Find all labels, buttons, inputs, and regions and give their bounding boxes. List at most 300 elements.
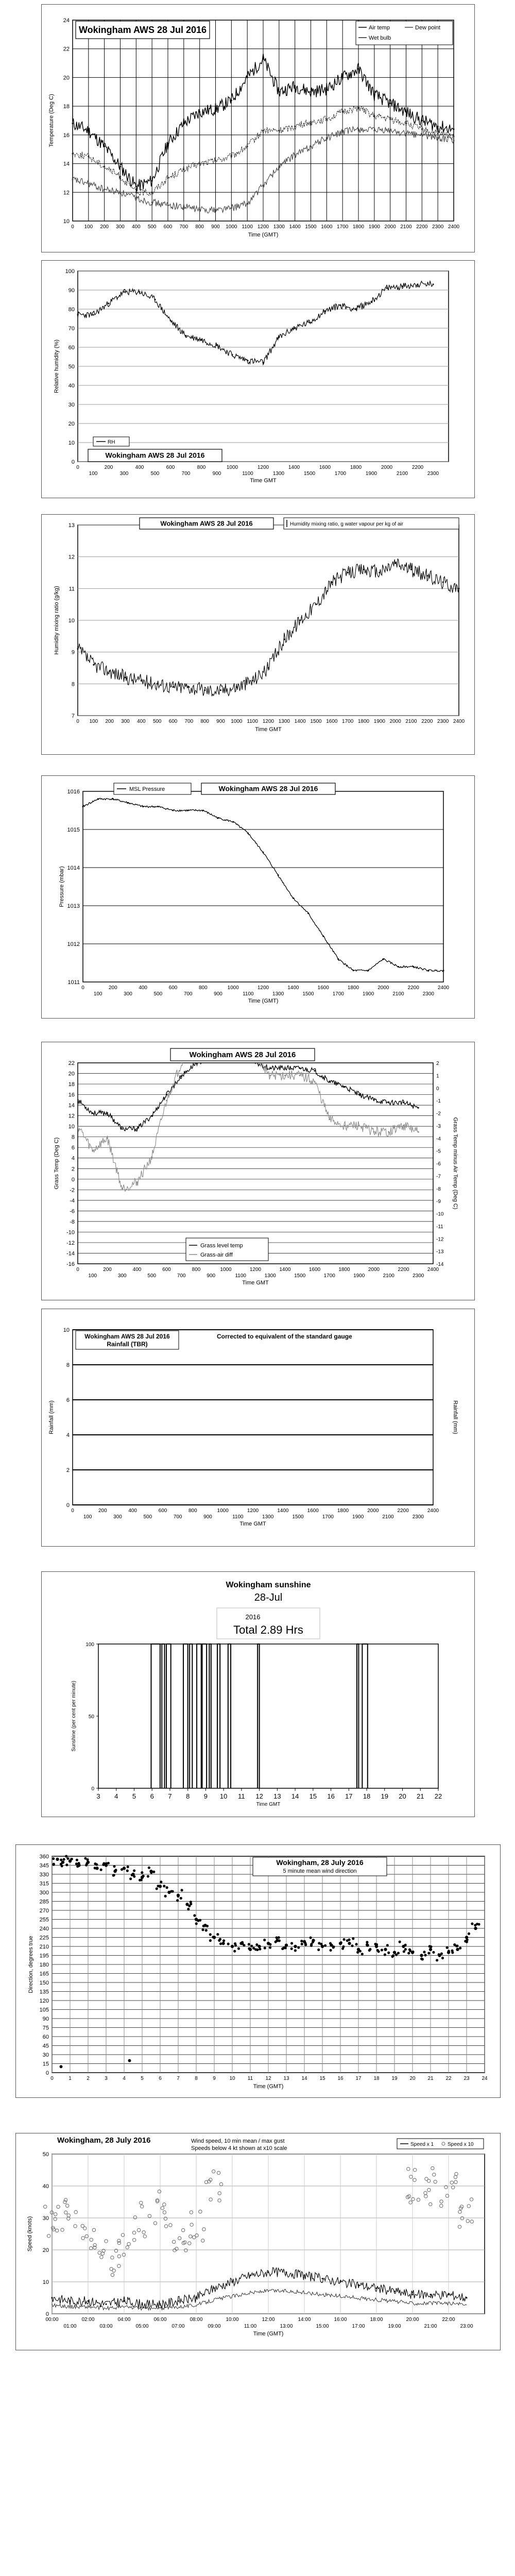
x-tick-label: 5 [141, 2076, 144, 2081]
series-point [231, 156, 232, 157]
direction-point [420, 1954, 423, 1957]
direction-point [429, 1948, 432, 1951]
x-tick-label: 1900 [363, 991, 374, 997]
direction-point [356, 1951, 359, 1954]
series-point [418, 1107, 419, 1109]
x-tick-label: 1800 [350, 465, 362, 470]
y-tick-label: 20 [63, 75, 70, 81]
legend-label: Grass-air diff [200, 1252, 233, 1258]
x-tick-label: 2100 [392, 991, 404, 997]
direction-point [219, 1942, 222, 1945]
x-tick-label: 2200 [421, 719, 433, 724]
sunshine-chart [42, 1572, 474, 1817]
direction-point [324, 1944, 327, 1947]
x-tick-label: 13:00 [280, 2324, 293, 2329]
direction-point [342, 1938, 345, 1941]
x-tick-label: 1300 [272, 991, 284, 997]
series-point [220, 689, 221, 691]
y-tick-label: 195 [39, 1953, 49, 1959]
direction-point [263, 1939, 266, 1941]
series-point [347, 572, 349, 573]
y-tick-label: 40 [68, 383, 75, 389]
series-point [167, 205, 169, 206]
series-point [107, 1112, 108, 1114]
series-point [183, 206, 184, 208]
series-point [394, 2291, 396, 2292]
x-tick-label: 100 [83, 1514, 92, 1520]
x-tick-label: 20 [409, 2076, 416, 2081]
x-tick-label: 1600 [307, 1508, 319, 1514]
direction-point [340, 1941, 342, 1944]
direction-point [332, 1946, 335, 1948]
direction-point [181, 1889, 183, 1891]
series-point [214, 2287, 215, 2289]
y-tick-label: 30 [42, 2052, 49, 2058]
x-tick-label: 1700 [332, 991, 344, 997]
series-point [93, 664, 94, 666]
direction-point [329, 1949, 332, 1952]
series-point [358, 1125, 360, 1126]
legend-label: Grass level temp [200, 1243, 243, 1249]
y-tick-label: 0 [71, 459, 75, 465]
x-tick-label: 2100 [400, 224, 412, 230]
series-point [157, 683, 158, 685]
x-tick-label: 07:00 [171, 2324, 185, 2329]
series-point [187, 810, 189, 811]
x-tick-label: 800 [188, 1508, 197, 1514]
x-tick-label: 22 [445, 2076, 452, 2081]
y-tick-label: 270 [39, 1908, 49, 1914]
wind-speed-chart-panel [15, 2133, 501, 2350]
series-point [403, 1125, 404, 1126]
direction-point [218, 1939, 220, 1942]
x-tick-label: 300 [121, 719, 130, 724]
series-point [181, 1075, 182, 1077]
y-tick-label: 1015 [67, 827, 80, 833]
direction-point [193, 1914, 196, 1917]
series-point [231, 100, 232, 101]
x-tick-label: 1100 [247, 719, 258, 724]
x-tick-label: 2200 [397, 1508, 409, 1514]
direction-point [352, 1937, 354, 1940]
x-tick-label: 2000 [384, 224, 396, 230]
series-point [269, 1075, 271, 1076]
legend-label: Speed x 10 [448, 2142, 474, 2147]
x-tick-label: 100 [89, 719, 98, 724]
direction-point [156, 1887, 158, 1890]
series-point [368, 970, 369, 971]
x-tick-label: 1100 [243, 991, 254, 997]
y-tick-label: 22 [68, 1060, 75, 1066]
series-point [247, 360, 249, 361]
direction-point [404, 1944, 407, 1946]
series-point [413, 966, 414, 968]
series-point [125, 677, 126, 679]
y-axis-label: Relative humidity (%) [54, 340, 60, 393]
x-tick-label: 2200 [416, 224, 428, 230]
direction-point [278, 1939, 281, 1942]
y-tick-label: 4 [66, 1432, 70, 1438]
x-tick-label: 800 [192, 1267, 201, 1273]
series-point [77, 1099, 79, 1100]
series-point [199, 111, 200, 113]
direction-point [233, 1950, 236, 1953]
series-point [202, 810, 204, 811]
x-tick-label: 14 [301, 2076, 307, 2081]
series-point [358, 107, 359, 108]
direction-point [187, 1908, 190, 1910]
series-point [77, 1125, 79, 1126]
x-tick-label: 700 [184, 719, 194, 724]
y-tick-label: 10 [42, 2279, 49, 2285]
series-point [299, 1075, 301, 1076]
direction-point [150, 1871, 152, 1874]
series-point [329, 1080, 330, 1082]
y-tick-label: 225 [39, 1935, 49, 1941]
direction-point [66, 1857, 69, 1860]
x-tick-label: 0 [76, 465, 79, 470]
x-tick-label: 1200 [249, 1267, 262, 1273]
series-point [88, 2300, 89, 2302]
series-point [403, 1101, 404, 1103]
x-tick-label: 2300 [432, 224, 444, 230]
direction-point [231, 1945, 234, 1948]
x-tick-label: 2200 [407, 985, 419, 991]
direction-point [131, 1874, 133, 1876]
y-tick-label: 16 [63, 132, 70, 139]
series-point [453, 128, 455, 130]
x-tick-label: 1600 [319, 465, 331, 470]
direction-point [222, 1939, 225, 1942]
x-tick-label: 04:00 [117, 2317, 131, 2323]
series-point [340, 2281, 341, 2283]
direction-point [166, 1886, 168, 1889]
sunshine-total: Total 2.89 Hrs [233, 1623, 303, 1636]
direction-point [391, 1955, 393, 1958]
y-tick-label: 2 [71, 1166, 75, 1173]
series-point [299, 1067, 301, 1069]
x-tick-label: 02:00 [81, 2317, 95, 2323]
series-point [373, 1131, 375, 1133]
y-tick-label: 300 [39, 1890, 49, 1896]
x-tick-label: 11:00 [244, 2324, 257, 2329]
direction-point [148, 1867, 150, 1869]
direction-point [56, 1858, 59, 1861]
series-point [247, 77, 248, 78]
series-point [122, 1188, 123, 1189]
series-point [326, 88, 328, 90]
series-point [263, 184, 264, 186]
direction-point [285, 1943, 288, 1946]
y-axis-label: Pressure (mbar) [59, 866, 65, 907]
x-tick-label: 2100 [405, 719, 417, 724]
direction-point [65, 1863, 68, 1866]
direction-point [85, 1862, 88, 1865]
direction-point [301, 1943, 303, 1945]
y-tick-label: 75 [42, 2025, 49, 2031]
x-tick-label: 16 [337, 2076, 344, 2081]
series-point [363, 569, 365, 570]
chart-title: Wokingham AWS 28 Jul 2016 [84, 1333, 170, 1340]
x-tick-label: 300 [113, 1514, 122, 1520]
series-point [418, 1131, 419, 1133]
series-point [268, 2272, 269, 2273]
direction-point [112, 1874, 115, 1877]
series-point [181, 1062, 182, 1064]
direction-point [164, 1895, 167, 1897]
series-point [310, 146, 312, 147]
x-tick-label: 600 [163, 224, 173, 230]
series-point [136, 1181, 138, 1183]
x-tick-label: 1800 [337, 1508, 349, 1514]
y2-tick-label: -6 [436, 1161, 441, 1167]
direction-point [107, 1862, 110, 1865]
y2-tick-label: -3 [436, 1123, 441, 1129]
x-tick-label: 24 [482, 2076, 488, 2081]
y-tick-label: 180 [39, 1962, 49, 1968]
direction-point [243, 1944, 245, 1946]
x-tick-label: 17 [345, 1792, 353, 1800]
x-tick-label: 200 [104, 465, 113, 470]
series-point [278, 874, 279, 876]
x-tick-label: 1600 [321, 224, 333, 230]
x-tick-label: 9 [203, 1792, 208, 1800]
series-point [342, 111, 344, 113]
direction-point [377, 1950, 380, 1953]
direction-point [310, 1944, 313, 1947]
series-point [278, 91, 280, 93]
direction-point [318, 1942, 320, 1944]
series-point [185, 335, 187, 336]
series-point [427, 970, 429, 971]
direction-point [366, 1941, 368, 1943]
x-axis-label: Time (GMT) [253, 2083, 284, 2090]
series-point [108, 302, 110, 304]
series-point [309, 321, 311, 323]
x-tick-label: 11 [247, 2076, 253, 2081]
x-tick-label: 500 [147, 1273, 157, 1279]
direction-point [355, 1943, 357, 1945]
series-point [286, 2272, 287, 2273]
x-tick-label: 1900 [365, 471, 377, 477]
direction-point [297, 1946, 300, 1949]
x-tick-label: 700 [177, 1273, 186, 1279]
x-tick-label: 8 [195, 2076, 198, 2081]
x-tick-label: 18 [363, 1792, 371, 1800]
x-tick-label: 12 [255, 1792, 263, 1800]
series-point [269, 1067, 271, 1069]
series-point [314, 1070, 316, 1072]
direction-point [201, 1928, 204, 1931]
x-tick-label: 800 [200, 719, 210, 724]
x-tick-label: 2000 [377, 985, 389, 991]
x-axis-label: Time (GMT) [253, 2331, 284, 2337]
x-tick-label: 8 [186, 1792, 190, 1800]
chart-date: 28-Jul [254, 1592, 283, 1603]
chart-note: Corrected to equivalent of the standard gauge [217, 1333, 352, 1340]
y-tick-label: 0 [66, 1502, 70, 1509]
mixing-ratio-chart-panel [41, 514, 475, 755]
x-tick-label: 1400 [279, 1267, 291, 1273]
y-tick-label: 8 [71, 1134, 75, 1141]
x-tick-label: 400 [139, 985, 148, 991]
x-tick-label: 1200 [247, 1508, 259, 1514]
direction-point [152, 1871, 155, 1873]
x-tick-label: 1200 [262, 719, 274, 724]
y2-tick-label: -8 [436, 1186, 441, 1192]
y-axis-label: Humidity mixing ratio (g/kg) [54, 586, 60, 655]
x-tick-label: 400 [132, 1267, 142, 1273]
series-point [106, 2303, 107, 2305]
x-tick-label: 1600 [326, 719, 338, 724]
x-tick-label: 2000 [389, 719, 401, 724]
x-tick-label: 15:00 [316, 2324, 329, 2329]
x-tick-label: 1400 [288, 465, 300, 470]
x-tick-label: 0 [71, 224, 74, 230]
humidity-chart-panel [41, 260, 475, 498]
direction-point [424, 1954, 426, 1956]
x-tick-label: 15 [309, 1792, 317, 1800]
x-tick-label: 1000 [226, 224, 237, 230]
direction-point [290, 1942, 293, 1944]
direction-point [61, 1860, 64, 1863]
direction-point [404, 1948, 407, 1951]
x-tick-label: 18:00 [370, 2317, 383, 2323]
x-tick-label: 1600 [317, 985, 329, 991]
direction-point [114, 1869, 117, 1871]
direction-point [142, 1875, 145, 1877]
x-tick-label: 16:00 [334, 2317, 347, 2323]
direction-point [446, 1946, 449, 1949]
x-tick-label: 900 [212, 471, 221, 477]
x-tick-label: 1700 [337, 224, 349, 230]
x-tick-label: 2300 [422, 991, 434, 997]
series-point [104, 166, 105, 167]
grass-temp-chart [42, 1042, 474, 1300]
legend-label: Air temp [369, 25, 390, 31]
direction-point [459, 1947, 461, 1950]
y-tick-label: 120 [39, 1998, 49, 2004]
y-tick-label: 50 [68, 364, 75, 370]
series-point [70, 2300, 71, 2302]
x-tick-label: 500 [153, 991, 163, 997]
x-tick-label: 1300 [272, 471, 285, 477]
y-tick-label: 50 [42, 2151, 49, 2158]
x-tick-label: 21 [427, 2076, 434, 2081]
direction-point [212, 1936, 214, 1938]
y-tick-label: 12 [68, 554, 75, 561]
series-point [310, 91, 312, 93]
x-tick-label: 09:00 [208, 2324, 221, 2329]
series-point [304, 2275, 305, 2276]
direction-point [234, 1944, 237, 1946]
direction-point [423, 1951, 425, 1953]
x-tick-label: 1200 [257, 224, 269, 230]
series-point [322, 2278, 323, 2279]
y-tick-label: 20 [42, 2247, 49, 2253]
y-tick-label: 100 [65, 268, 75, 275]
direction-point [190, 1901, 192, 1903]
y-tick-label: 20 [68, 1071, 75, 1077]
series-point [141, 680, 142, 682]
series-point [402, 285, 403, 287]
x-tick-label: 2100 [396, 471, 408, 477]
series-point [437, 133, 439, 134]
x-tick-label: 600 [158, 1508, 167, 1514]
x-tick-label: 0 [76, 1267, 79, 1273]
series-point [151, 192, 153, 193]
direction-point [170, 1890, 173, 1893]
direction-point [329, 1942, 332, 1944]
x-tick-label: 600 [162, 1267, 171, 1273]
rainfall-chart-panel [41, 1309, 475, 1547]
direction-point [195, 1922, 198, 1925]
x-tick-label: 400 [131, 224, 141, 230]
series-point [337, 958, 339, 960]
speed-x10-point [44, 2205, 47, 2208]
x-tick-label: 10 [219, 1792, 228, 1800]
direction-point [312, 1941, 314, 1943]
x-tick-label: 1300 [264, 1273, 276, 1279]
direction-point [381, 1948, 383, 1951]
legend-label: MSL Pressure [129, 786, 165, 792]
series-point [92, 1150, 93, 1151]
series-point [373, 115, 375, 117]
x-tick-label: 2400 [427, 1267, 439, 1273]
series-point [173, 686, 174, 688]
y-axis-label: Rainfall (mm) [48, 1400, 55, 1434]
y-tick-label: 0 [91, 1786, 94, 1792]
y-tick-label: -14 [66, 1250, 75, 1257]
series-point [247, 833, 249, 834]
x-tick-label: 5 [132, 1792, 136, 1800]
direction-point [304, 1942, 306, 1944]
direction-point [275, 1936, 278, 1939]
y-tick-label: -8 [70, 1218, 75, 1225]
wind-speed-chart [16, 2133, 500, 2350]
direction-point [407, 1952, 410, 1954]
direction-point [121, 1868, 123, 1871]
y-tick-label: 10 [63, 218, 70, 225]
direction-point [351, 1944, 353, 1947]
x-tick-label: 20 [399, 1792, 406, 1800]
direction-point [206, 1925, 209, 1927]
series-point [215, 108, 216, 110]
x-tick-label: 1200 [257, 985, 269, 991]
direction-point [259, 1948, 261, 1951]
direction-point [237, 1947, 240, 1950]
series-point [389, 118, 391, 120]
series-point [151, 180, 153, 182]
series-point [353, 970, 354, 971]
x-tick-label: 19 [391, 2076, 398, 2081]
mixing-ratio-chart [42, 515, 474, 754]
x-tick-label: 600 [168, 985, 178, 991]
series-point [151, 201, 153, 203]
series-point [232, 821, 234, 823]
x-axis-label: Time GMT [250, 478, 277, 484]
x-tick-label: 1000 [220, 1267, 232, 1273]
direction-point [369, 1948, 371, 1951]
series-point [383, 958, 384, 960]
x-tick-label: 400 [136, 719, 146, 724]
x-tick-label: 2400 [453, 719, 465, 724]
y-tick-label: 14 [68, 1103, 75, 1109]
x-tick-label: 500 [143, 1514, 152, 1520]
direction-point [436, 1959, 438, 1961]
series-point [358, 68, 359, 70]
direction-point [113, 1865, 115, 1868]
